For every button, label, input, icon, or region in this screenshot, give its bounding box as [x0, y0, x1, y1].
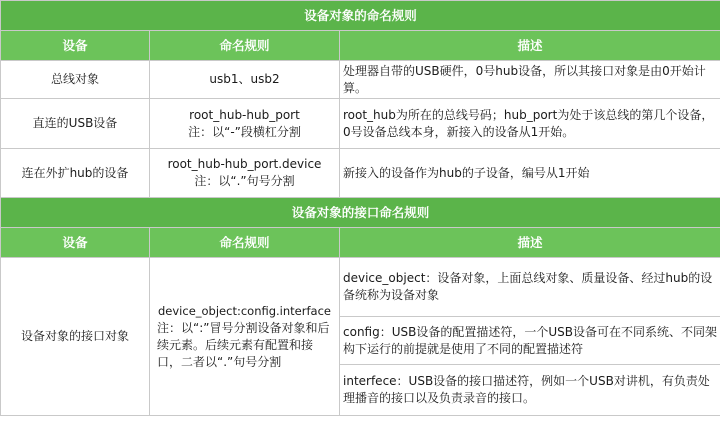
desc-cell: root_hub为所在的总线号码；hub_port为处于该总线的第几个设备，0号设备总线本身，新接入的设备从1开始。 — [340, 99, 720, 149]
device-cell: 设备对象的接口对象 — [1, 258, 150, 416]
table2-title: 设备对象的接口命名规则 — [1, 198, 720, 228]
device-cell: 直连的USB设备 — [1, 99, 150, 149]
table-row — [1, 258, 720, 317]
device-cell: 总线对象 — [1, 61, 150, 99]
rule-text: root_hub-hub_port.device — [167, 157, 322, 171]
rule-cell — [150, 149, 340, 198]
rule-text: root_hub-hub_port — [189, 107, 300, 122]
desc-cell: interfece：USB设备的接口描述符，例如一个USB对讲机，有负责处理播音的接口以及负责录音的接口。 — [340, 365, 720, 416]
rule-cell: usb1、usb2 — [150, 61, 340, 99]
table2-header-row — [1, 228, 720, 258]
rule-text: device_object:config.interface — [158, 303, 331, 318]
header-device: 设备 — [1, 228, 150, 258]
rule-cell — [150, 258, 340, 416]
rule-note: 注：以“-”段横杠分割 — [188, 124, 301, 139]
table-row — [1, 61, 720, 99]
desc-cell: 处理器自带的USB硬件，0号hub设备，所以其接口对象是由0开始计算。 — [340, 61, 720, 99]
header-device: 设备 — [1, 31, 150, 61]
table-row — [1, 99, 720, 149]
desc-cell: device_object：设备对象，上面总线对象、质量设备、经过hub的设备统称为设备对象 — [340, 258, 720, 317]
table1-title: 设备对象的命名规则 — [1, 1, 720, 31]
table2-title-row — [1, 198, 720, 228]
desc-cell: config：USB设备的配置描述符，一个USB设备可在不同系统、不同架构下运行的前提就是使用了不同的配置描述符 — [340, 317, 720, 365]
header-rule: 命名规则 — [150, 228, 340, 258]
interface-naming-table — [0, 198, 720, 416]
table1-header-row — [1, 31, 720, 61]
header-desc: 描述 — [340, 31, 720, 61]
table-row — [1, 149, 720, 198]
desc-cell: 新接入的设备作为hub的子设备，编号从1开始 — [340, 149, 720, 198]
rule-cell — [150, 99, 340, 149]
header-rule: 命名规则 — [150, 31, 340, 61]
header-desc: 描述 — [340, 228, 720, 258]
table1-title-row — [1, 1, 720, 31]
rule-note: 注：以“.”句号分割 — [194, 174, 295, 188]
device-naming-table — [0, 0, 720, 198]
rule-note: 注：以“:”冒号分割设备对象和后续元素。后续元素有配置和接口，二者以“.”句号分割 — [157, 320, 330, 369]
device-cell: 连在外扩hub的设备 — [1, 149, 150, 198]
